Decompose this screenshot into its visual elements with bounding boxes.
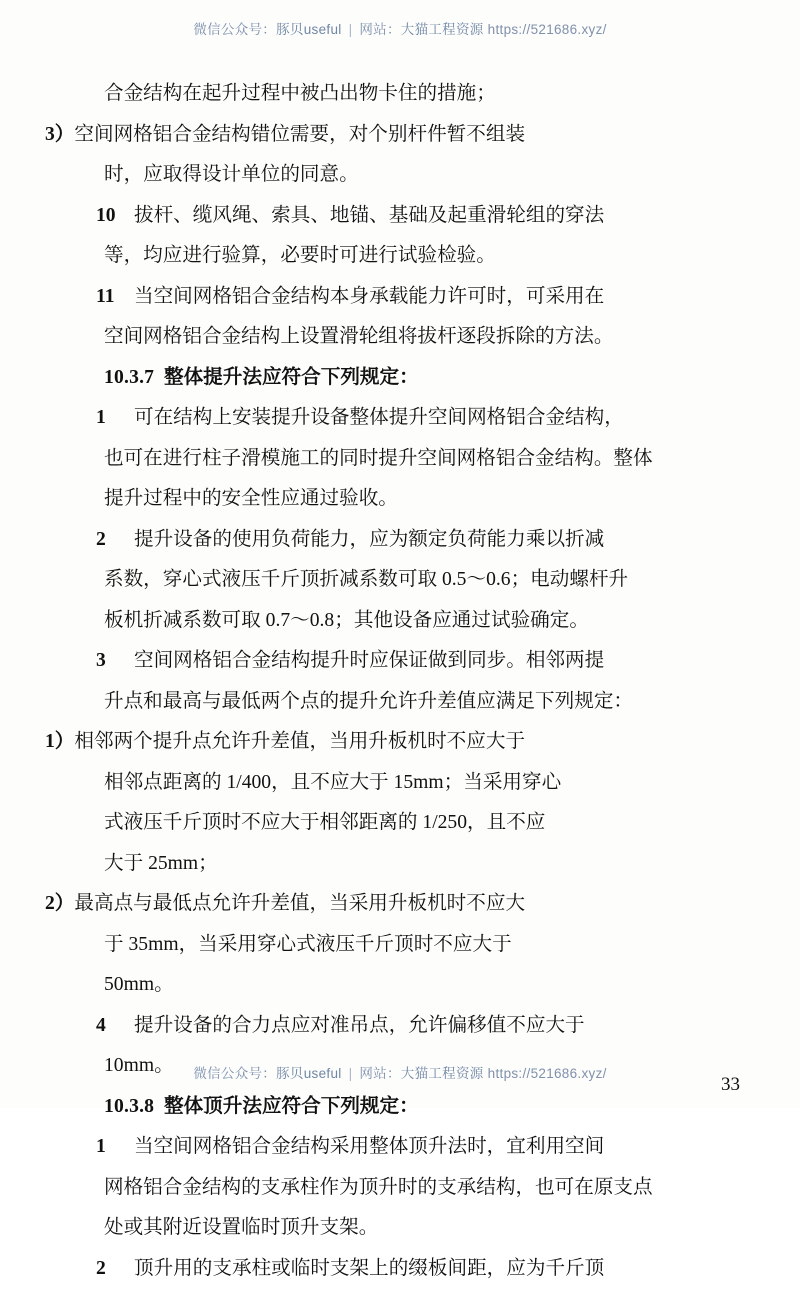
watermark-separator: | bbox=[349, 22, 353, 37]
clause-1038-1-cont-1: 网格铝合金结构的支承柱作为顶升时的支承结构，也可在原支点 bbox=[104, 1168, 714, 1209]
watermark-footer-label-site: 网站： bbox=[359, 1066, 400, 1081]
clause-1037-4 bbox=[104, 1006, 714, 1047]
watermark-url: https://521686.xyz/ bbox=[488, 22, 607, 37]
clause-1038-1-number: 1 bbox=[100, 1127, 134, 1168]
clause-1037-3-number: 3 bbox=[100, 641, 134, 682]
section-title-10-3-8: 整体顶升法应符合下列规定： bbox=[164, 1096, 419, 1117]
clause-1038-1-cont-2: 处或其附近设置临时顶升支架。 bbox=[104, 1208, 714, 1249]
clause-1037-3-text: 空间网格铝合金结构提升时应保证做到同步。相邻两提 bbox=[134, 650, 604, 671]
clause-11-cont: 空间网格铝合金结构上设置滑轮组将拔杆逐段拆除的方法。 bbox=[104, 317, 714, 358]
watermark-footer-label-wechat: 微信公众号： bbox=[193, 1066, 276, 1081]
list-item-3-cont: 时，应取得设计单位的同意。 bbox=[104, 155, 714, 196]
clause-1037-4-number: 4 bbox=[100, 1006, 134, 1047]
watermark-footer-url: https://521686.xyz/ bbox=[488, 1066, 607, 1081]
clause-1037-3 bbox=[104, 641, 714, 682]
page-number: 33 bbox=[721, 1074, 740, 1096]
list-item-3-text: 空间网格铝合金结构错位需要，对个别杆件暂不组装 bbox=[74, 124, 525, 145]
sublist-1037-3-2-cont-1: 于 35mm，当采用穿心式液压千斤顶时不应大于 bbox=[104, 925, 714, 966]
paragraph-continuation: 合金结构在起升过程中被凸出物卡住的措施； bbox=[104, 74, 714, 115]
clause-1038-1-text: 当空间网格铝合金结构采用整体顶升法时，宜利用空间 bbox=[134, 1136, 604, 1157]
watermark-footer-value-site: 大猫工程资源 bbox=[401, 1066, 484, 1081]
clause-1037-1-text: 可在结构上安装提升设备整体提升空间网格铝合金结构， bbox=[134, 407, 624, 428]
clause-11 bbox=[104, 277, 714, 318]
clause-1037-2-cont-2: 板机折减系数可取 0.7～0.8；其他设备应通过试验确定。 bbox=[104, 601, 714, 642]
watermark-label-site: 网站： bbox=[359, 22, 400, 37]
clause-1037-2-number: 2 bbox=[100, 520, 134, 561]
clause-1038-2 bbox=[104, 1249, 714, 1289]
section-heading-10-3-7 bbox=[104, 358, 714, 399]
section-title-10-3-7: 整体提升法应符合下列规定： bbox=[164, 367, 419, 388]
clause-11-number: 11 bbox=[100, 277, 134, 318]
sublist-1037-3-1 bbox=[104, 722, 714, 763]
sublist-1037-3-1-cont-1: 相邻点距离的 1/400，且不应大于 15mm；当采用穿心 bbox=[104, 763, 714, 804]
section-number-10-3-8: 10.3.8 bbox=[104, 1096, 154, 1117]
clause-11-text: 当空间网格铝合金结构本身承载能力许可时，可采用在 bbox=[134, 286, 604, 307]
watermark-footer-value-wechat: 豚贝useful bbox=[276, 1066, 341, 1081]
watermark-value-site: 大猫工程资源 bbox=[401, 22, 484, 37]
page-body-text bbox=[104, 74, 714, 1289]
list-item-3-number: 3） bbox=[45, 124, 74, 145]
section-heading-10-3-8 bbox=[104, 1087, 714, 1128]
watermark-value-wechat: 豚贝useful bbox=[276, 22, 341, 37]
sublist-1037-3-2-text: 最高点与最低点允许升差值，当采用升板机时不应大 bbox=[74, 893, 525, 914]
clause-1037-4-text: 提升设备的合力点应对准吊点，允许偏移值不应大于 bbox=[134, 1015, 585, 1036]
clause-1037-1-number: 1 bbox=[100, 398, 134, 439]
clause-10 bbox=[104, 196, 714, 237]
clause-10-number: 10 bbox=[100, 196, 134, 237]
clause-1037-3-cont: 升点和最高与最低两个点的提升允许升差值应满足下列规定： bbox=[104, 682, 714, 723]
watermark-footer bbox=[0, 1062, 800, 1082]
sublist-1037-3-1-number: 1） bbox=[45, 731, 74, 752]
watermark-footer-separator: | bbox=[349, 1066, 353, 1081]
clause-1037-1-cont-1: 也可在进行柱子滑模施工的同时提升空间网格铝合金结构。整体 bbox=[104, 439, 714, 480]
watermark-label-wechat: 微信公众号： bbox=[193, 22, 276, 37]
sublist-1037-3-1-cont-3: 大于 25mm； bbox=[104, 844, 714, 885]
sublist-1037-3-2 bbox=[104, 884, 714, 925]
clause-10-cont: 等，均应进行验算，必要时可进行试验检验。 bbox=[104, 236, 714, 277]
clause-10-text: 拔杆、缆风绳、索具、地锚、基础及起重滑轮组的穿法 bbox=[134, 205, 604, 226]
sublist-1037-3-1-text: 相邻两个提升点允许升差值，当用升板机时不应大于 bbox=[74, 731, 525, 752]
sublist-1037-3-2-cont-2: 50mm。 bbox=[104, 965, 714, 1006]
clause-1037-1 bbox=[104, 398, 714, 439]
clause-1038-2-text: 顶升用的支承柱或临时支架上的缀板间距，应为千斤顶 bbox=[134, 1258, 604, 1279]
clause-1038-2-number: 2 bbox=[100, 1249, 134, 1289]
list-item-3 bbox=[104, 115, 714, 156]
watermark-header bbox=[0, 18, 800, 38]
clause-1037-2 bbox=[104, 520, 714, 561]
clause-1038-1 bbox=[104, 1127, 714, 1168]
sublist-1037-3-2-number: 2） bbox=[45, 893, 74, 914]
section-number-10-3-7: 10.3.7 bbox=[104, 367, 154, 388]
clause-1037-2-cont-1: 系数，穿心式液压千斤顶折减系数可取 0.5～0.6；电动螺杆升 bbox=[104, 560, 714, 601]
clause-1037-2-text: 提升设备的使用负荷能力，应为额定负荷能力乘以折减 bbox=[134, 529, 604, 550]
clause-1037-1-cont-2: 提升过程中的安全性应通过验收。 bbox=[104, 479, 714, 520]
clause-1037-4-cont: 10mm。 bbox=[104, 1046, 714, 1087]
sublist-1037-3-1-cont-2: 式液压千斤顶时不应大于相邻距离的 1/250，且不应 bbox=[104, 803, 714, 844]
